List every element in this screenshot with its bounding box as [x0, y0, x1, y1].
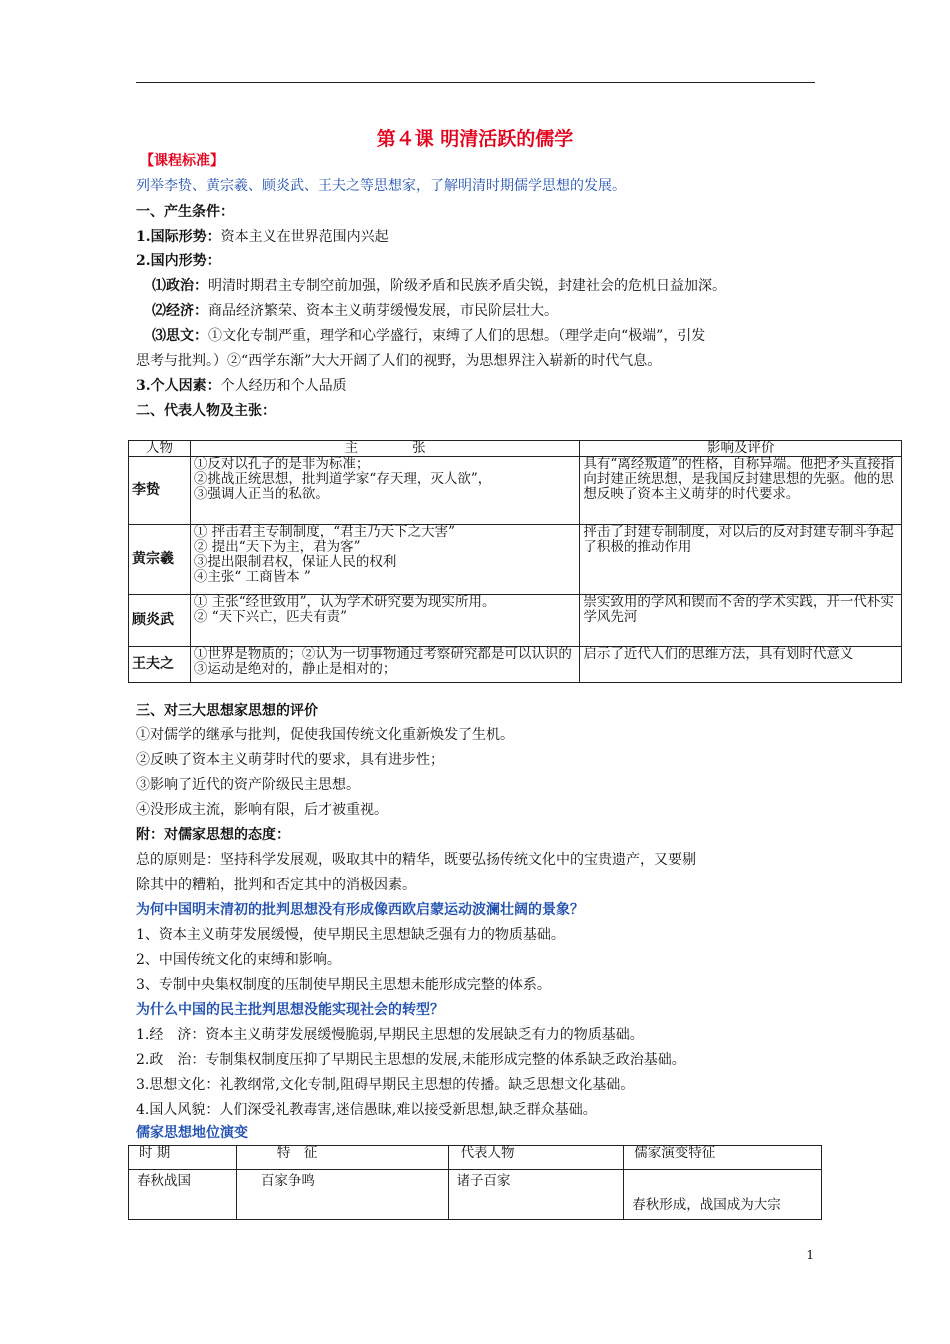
list-item: 1、资本主义萌芽发展缓慢，使早期民主思想缺乏强有力的物质基础。	[136, 927, 565, 943]
thinker-claims: ①世界是物质的；②认为一切事物通过考察研究都是可以认识的③运动是绝对的，静止是相对的；	[190, 647, 580, 683]
thinker-name: 王夫之	[129, 647, 191, 683]
thinker-eval: 具有“离经叛道”的性格，自称异端。他把矛头直接指向封建正统思想，是我国反封建思想的先驱。他的思想反映了资本主义萌芽的时代要求。	[580, 457, 902, 525]
list-item: 3、专制中央集权制度的压制使早期民主思想未能形成完整的体系。	[136, 977, 551, 993]
header-evolution: 儒家演变特征	[624, 1146, 822, 1170]
section-3-heading: 三、对三大思想家思想的评价	[136, 703, 318, 719]
section-1-heading: 一、产生条件：	[136, 204, 234, 220]
table-row	[129, 647, 902, 683]
thinker-eval: 启示了近代人们的思维方法，具有划时代意义	[580, 647, 902, 683]
appendix-text-2: 除其中的糟粕，批判和否定其中的消极因素。	[136, 877, 416, 893]
list-item: ④没形成主流，影响有限，后才被重视。	[136, 802, 388, 818]
cell-feature: 百家争鸣	[236, 1170, 448, 1220]
cell-evolution: 春秋形成，战国成为大宗	[624, 1170, 822, 1220]
cell-representative: 诸子百家	[448, 1170, 624, 1220]
thinker-claims: ① 抨击君主专制制度，“君主乃天下之大害” ② 提出“天下为主，君为客” ③提出限制君权，保证人民的权利 ④主张“ 工商皆本 ”	[190, 525, 580, 595]
list-item: ③影响了近代的资产阶级民主思想。	[136, 777, 360, 793]
thinker-eval: 抨击了封建专制制度，对以后的反对封建专制斗争起了积极的推动作用	[580, 525, 902, 595]
header-feature: 特 征	[236, 1146, 448, 1170]
s1-economy: ⑵经济：商品经济繁荣、资本主义萌芽缓慢发展，市民阶层壮大。	[152, 303, 558, 319]
s1-international: 1.国际形势：资本主义在世界范围内兴起	[136, 229, 389, 245]
thinker-name: 黄宗羲	[129, 525, 191, 595]
thinker-claims: ① 主张“经世致用”，认为学术研究要为现实所用。 ② “天下兴亡，匹夫有责”	[190, 595, 580, 647]
thinkers-table	[128, 440, 902, 683]
list-item: 1.经 济：资本主义萌芽发展缓慢脆弱,早期民主思想的发展缺乏有力的物质基础。	[136, 1027, 644, 1043]
list-item: ①对儒学的继承与批判，促使我国传统文化重新焕发了生机。	[136, 727, 514, 743]
thinker-eval: 崇实致用的学风和锲而不舍的学术实践，开一代朴实学风先河	[580, 595, 902, 647]
table-row	[129, 1170, 822, 1220]
list-item: 3.思想文化：礼教纲常,文化专制,阻碍早期民主思想的传播。缺乏思想文化基础。	[136, 1077, 635, 1093]
page-number: 1	[806, 1248, 814, 1262]
list-item: 4.国人风貌：人们深受礼教毒害,迷信愚昧,难以接受新思想,缺乏群众基础。	[136, 1102, 597, 1118]
thinker-claims: ①反对以孔子的是非为标准； ②挑战正统思想，批判道学家“存天理，灭人欲”， ③强调人正当的私欲。	[190, 457, 580, 525]
s1-personal: 3.个人因素：个人经历和个人品质	[136, 378, 347, 394]
thinker-name: 李贽	[129, 457, 191, 525]
course-standard-text: 列举李贽、黄宗羲、顾炎武、王夫之等思想家，了解明清时期儒学思想的发展。	[136, 178, 626, 194]
course-standard-label: 【课程标准】	[140, 153, 224, 169]
header-period: 时 期	[129, 1146, 237, 1170]
appendix-text-1: 总的原则是：坚持科学发展观，吸取其中的精华，既要弘扬传统文化中的宝贵遗产，又要剔	[136, 852, 696, 868]
cell-period: 春秋战国	[129, 1170, 237, 1220]
page-title: 第４课 明清活跃的儒学	[376, 128, 574, 150]
header-claim: 主 张	[190, 441, 580, 457]
s1-domestic-heading: 2.国内形势：	[136, 253, 221, 269]
header-rule	[136, 82, 815, 83]
s1-culture-cont: 思考与批判。）②“西学东渐”大大开阔了人们的视野，为思想界注入崭新的时代气息。	[136, 353, 662, 369]
s1-politics: ⑴政治：明清时期君主专制空前加强，阶级矛盾和民族矛盾尖锐，封建社会的危机日益加深。	[152, 278, 726, 294]
header-representative: 代表人物	[448, 1146, 624, 1170]
question-3-heading: 儒家思想地位演变	[136, 1125, 248, 1141]
question-2-heading: 为什么中国的民主批判思想没能实现社会的转型？	[136, 1002, 444, 1018]
s1-culture: ⑶思文：①文化专制严重，理学和心学盛行，束缚了人们的思想。（理学走向“极端”，引发	[152, 328, 706, 344]
question-1-heading: 为何中国明末清初的批判思想没有形成像西欧启蒙运动波澜壮阔的景象？	[136, 902, 584, 918]
list-item: 2、中国传统文化的束缚和影响。	[136, 952, 341, 968]
appendix-heading: 附：对儒家思想的态度：	[136, 827, 290, 843]
table-row	[129, 457, 902, 525]
table-header-row	[129, 1146, 822, 1170]
table-row	[129, 525, 902, 595]
list-item: 2.政 治：专制集权制度压抑了早期民主思想的发展,未能形成完整的体系缺乏政治基础。	[136, 1052, 686, 1068]
table-row	[129, 595, 902, 647]
header-eval: 影响及评价	[580, 441, 902, 457]
header-person: 人物	[129, 441, 191, 457]
section-2-heading: 二、代表人物及主张：	[136, 403, 276, 419]
thinker-name: 顾炎武	[129, 595, 191, 647]
confucian-evolution-table	[128, 1145, 822, 1220]
list-item: ②反映了资本主义萌芽时代的要求，具有进步性；	[136, 752, 444, 768]
